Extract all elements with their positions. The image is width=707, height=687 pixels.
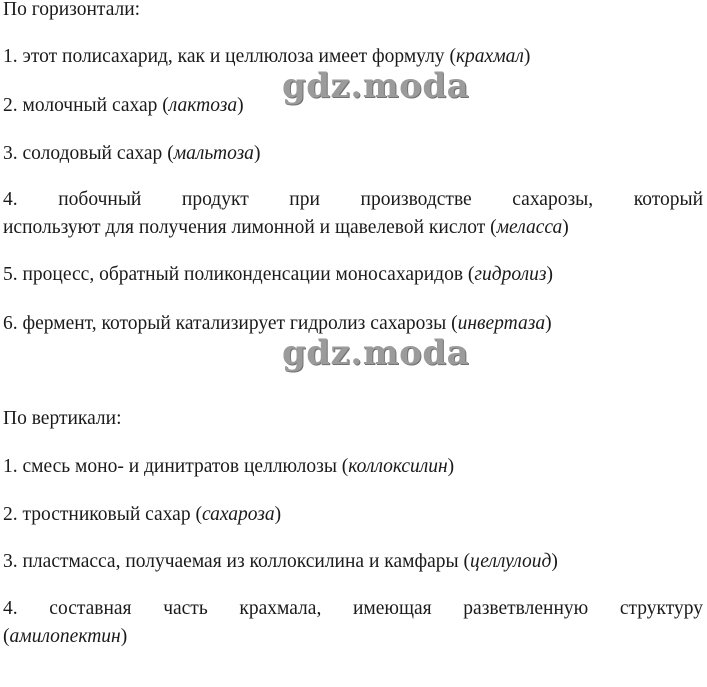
vertical-item-3: 3. пластмасса, получаемая из коллоксилина и камфары (целлулоид) xyxy=(3,551,558,572)
vertical-item-1: 1. смесь моно- и динитратов целлюлозы (коллоксилин) xyxy=(3,456,455,477)
vertical-item-2: 2. тростниковый сахар (сахароза) xyxy=(3,504,282,525)
answer: сахароза xyxy=(201,504,275,525)
horizontal-item-4: 4. побочный продукт при производстве сахарозы, который используют для получения лимонной и щавелевой кислот (меласса) xyxy=(3,189,704,238)
answer: целлулоид xyxy=(469,551,552,572)
horizontal-item-5: 5. процесс, обратный поликонденсации моносахаридов (гидролиз) xyxy=(3,264,554,285)
answer: инвертаза xyxy=(457,313,546,334)
answer: гидролиз xyxy=(474,264,547,285)
answer: меласса xyxy=(496,217,563,238)
horizontal-item-6: 6. фермент, который катализирует гидролиз сахарозы (инвертаза) xyxy=(3,313,552,334)
answer: крахмал xyxy=(455,46,524,67)
horizontal-heading: По горизонтали: xyxy=(3,0,141,20)
watermark: gdz.moda xyxy=(282,66,470,106)
answer: коллоксилин xyxy=(348,456,448,477)
answer: лактоза xyxy=(168,95,238,116)
answer: амилопектин xyxy=(9,626,121,647)
horizontal-item-3: 3. солодовый сахар (мальтоза) xyxy=(3,143,261,164)
horizontal-item-1: 1. этот полисахарид, как и целлюлоза имеет формулу (крахмал) xyxy=(3,46,531,67)
vertical-heading: По вертикали: xyxy=(3,408,122,429)
vertical-item-4: 4. составная часть крахмала, имеющая разветвленную структуру (амилопектин) xyxy=(3,598,703,647)
horizontal-item-2: 2. молочный сахар (лактоза) xyxy=(3,95,244,116)
watermark: gdz.moda xyxy=(282,333,470,373)
answer: мальтоза xyxy=(173,143,254,164)
